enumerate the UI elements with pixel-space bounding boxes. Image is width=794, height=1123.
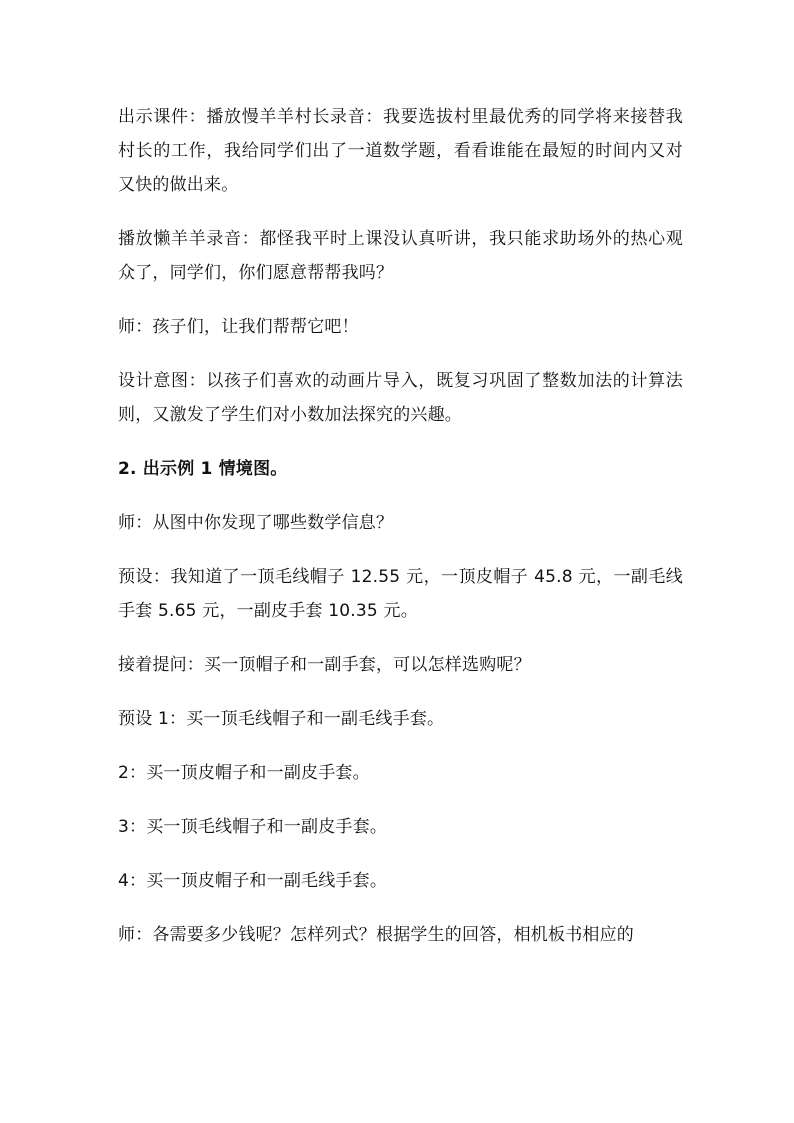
document-body xyxy=(118,100,683,972)
paragraph-lanyangyang-recording: 播放懒羊羊录音：都怪我平时上课没认真听讲，我只能求助场外的热心观众了，同学们，你们愿意帮帮我吗？ xyxy=(118,229,683,283)
paragraph-preset-option-4: 4：买一顶皮帽子和一副毛线手套。 xyxy=(118,871,388,891)
paragraph-preset-option-2: 2：买一顶皮帽子和一副皮手套。 xyxy=(118,763,370,783)
paragraph-teacher-cost-question: 师：各需要多少钱呢？怎样列式？根据学生的回答，相机板书相应的 xyxy=(118,925,634,945)
paragraph-preset-option-1: 预设 1：买一顶毛线帽子和一副毛线手套。 xyxy=(118,709,445,729)
paragraph-design-intent: 设计意图：以孩子们喜欢的动画片导入，既复习巩固了整数加法的计算法则，又激发了学生们对小数加法探究的兴趣。 xyxy=(118,371,683,425)
paragraph-teacher-call: 师：孩子们，让我们帮帮它吧！ xyxy=(118,317,359,337)
paragraph-preset-option-3: 3：买一顶毛线帽子和一副皮手套。 xyxy=(118,817,388,837)
paragraph-follow-up-question: 接着提问：买一顶帽子和一副手套，可以怎样选购呢？ xyxy=(118,655,531,675)
paragraph-courseware-intro: 出示课件：播放慢羊羊村长录音：我要选拔村里最优秀的同学将来接替我村长的工作，我给同学们出了一道数学题，看看谁能在最短的时间内又对又快的做出来。 xyxy=(118,107,683,195)
paragraph-teacher-question: 师：从图中你发现了哪些数学信息？ xyxy=(118,513,394,533)
section-heading-example-1: 2. 出示例 1 情境图。 xyxy=(118,459,288,479)
paragraph-preset-prices: 预设：我知道了一顶毛线帽子 12.55 元，一顶皮帽子 45.8 元，一副毛线手套 5.65 元，一副皮手套 10.35 元。 xyxy=(118,567,683,621)
